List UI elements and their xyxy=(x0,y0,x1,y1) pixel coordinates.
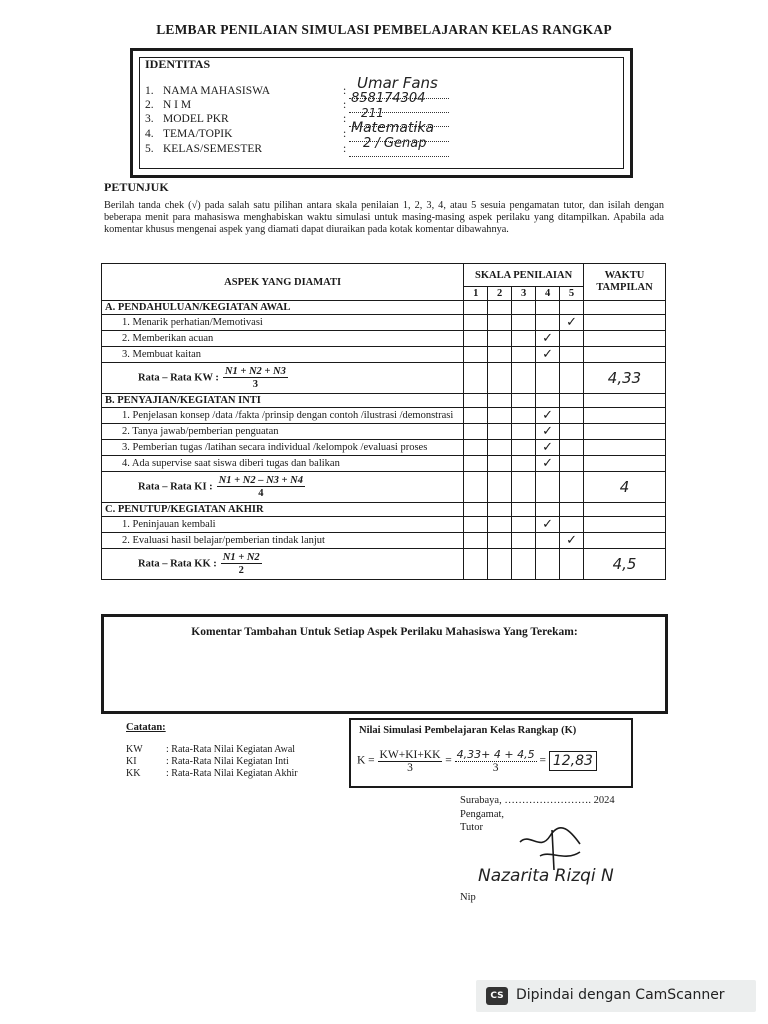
score-cell xyxy=(488,301,512,315)
camscanner-watermark xyxy=(476,980,756,1012)
nilai-numerator: KW+KI+KK xyxy=(379,748,441,761)
identitas-label: TEMA/TOPIK xyxy=(163,128,233,140)
section-label: C. PENUTUP/KEGIATAN AKHIR xyxy=(102,503,464,517)
waktu-cell xyxy=(584,440,666,456)
header-aspek: ASPEK YANG DIAMATI xyxy=(102,264,464,301)
formula-label: Rata – Rata KI : xyxy=(138,481,213,493)
catatan-item-ki xyxy=(126,756,289,767)
check-mark-icon: ✓ xyxy=(536,440,560,456)
identitas-colon: : xyxy=(343,99,347,111)
score-cell xyxy=(512,408,536,424)
catatan-desc: : Rata-Rata Nilai Kegiatan Inti xyxy=(166,756,289,767)
nip-label: Nip xyxy=(460,892,476,903)
score-cell xyxy=(512,301,536,315)
identitas-box xyxy=(130,48,633,178)
aspect-text: 2. Evaluasi hasil belajar/pemberian tindak lanjut xyxy=(102,533,464,549)
scale-4: 4 xyxy=(536,287,560,301)
formula-fraction xyxy=(221,552,262,576)
formula-row xyxy=(102,363,666,394)
waktu-value: 4 xyxy=(584,472,666,503)
nilai-title: Nilai Simulasi Pembelajaran Kelas Rangkap (K) xyxy=(359,725,577,736)
score-cell xyxy=(488,472,512,503)
identitas-label: KELAS/SEMESTER xyxy=(163,143,263,155)
identitas-colon: : xyxy=(343,85,347,97)
petunjuk-text: Berilah tanda chek (√) pada salah satu pilihan antara skala penilaian 1, 2, 3, 4, atau 5 sesuia pengamatan tutor, dan isilah dengan beberapa menit para mahasiswa menghabiskan waktu simulasi untuk masing-masing aspek perilaku yang ditampilkan. Apabila ada komentar khusus mengenai aspek yang diamati dapat diuraikan pada kotak komentar dibawahnya. xyxy=(104,200,664,236)
nilai-eq2: = xyxy=(539,754,546,767)
formula-cell xyxy=(102,472,464,503)
score-cell xyxy=(488,503,512,517)
nama-value: Umar Fans xyxy=(357,74,438,92)
catatan-heading: Catatan: xyxy=(126,722,166,733)
aspect-row xyxy=(102,347,666,363)
assessment-table xyxy=(101,263,666,580)
score-cell xyxy=(560,408,584,424)
formula-fraction xyxy=(223,366,288,390)
score-cell xyxy=(512,424,536,440)
score-cell xyxy=(488,408,512,424)
score-cell xyxy=(464,315,488,331)
score-cell xyxy=(536,472,560,503)
check-mark-icon: ✓ xyxy=(536,517,560,533)
aspect-row xyxy=(102,315,666,331)
score-cell xyxy=(464,424,488,440)
nim-value: 858174304 xyxy=(351,91,426,106)
identitas-colon: : xyxy=(343,113,347,125)
identitas-num: 2. xyxy=(145,99,154,111)
score-cell xyxy=(560,331,584,347)
identitas-num: 4. xyxy=(145,128,154,140)
score-cell xyxy=(464,440,488,456)
score-cell xyxy=(464,472,488,503)
formula-numerator: N1 + N2 + N3 xyxy=(224,366,286,377)
identitas-row-2 xyxy=(145,99,191,111)
kelas-value: 2 / Genap xyxy=(363,136,427,151)
identitas-row-1 xyxy=(145,85,270,97)
waktu-value: 4,5 xyxy=(584,549,666,580)
aspect-text: 3. Membuat kaitan xyxy=(102,347,464,363)
waktu-value: 4,33 xyxy=(584,363,666,394)
score-cell xyxy=(512,517,536,533)
score-cell xyxy=(488,533,512,549)
score-cell xyxy=(512,456,536,472)
identitas-num: 5. xyxy=(145,143,154,155)
formula-denominator: 3 xyxy=(252,379,258,390)
score-cell xyxy=(536,394,560,408)
aspect-text: 2. Memberikan acuan xyxy=(102,331,464,347)
score-cell xyxy=(560,301,584,315)
score-cell xyxy=(560,517,584,533)
tema-value: Matematika xyxy=(351,120,435,136)
score-cell xyxy=(560,456,584,472)
nilai-formula xyxy=(357,748,597,774)
identitas-label: NAMA MAHASISWA xyxy=(163,85,271,97)
scale-5: 5 xyxy=(560,287,584,301)
aspect-text: 1. Peninjauan kembali xyxy=(102,517,464,533)
score-cell xyxy=(464,549,488,580)
score-cell xyxy=(536,363,560,394)
nilai-eq: = xyxy=(445,754,452,767)
formula-row xyxy=(102,549,666,580)
formula-label: Rata – Rata KK : xyxy=(138,558,217,570)
model-value: 211 xyxy=(361,106,384,120)
formula-numerator: N1 + N2 xyxy=(222,552,260,563)
aspect-row xyxy=(102,331,666,347)
catatan-key: KK xyxy=(126,768,141,779)
role-pengamat: Pengamat, xyxy=(460,809,505,820)
score-cell xyxy=(464,301,488,315)
identitas-colon: : xyxy=(343,143,347,155)
score-cell xyxy=(488,363,512,394)
identitas-dotline xyxy=(349,156,449,157)
waktu-cell xyxy=(584,503,666,517)
waktu-cell xyxy=(584,347,666,363)
formula-cell xyxy=(102,549,464,580)
formula-row xyxy=(102,472,666,503)
score-cell xyxy=(536,533,560,549)
header-skala: SKALA PENILAIAN xyxy=(464,264,584,287)
section-row xyxy=(102,301,666,315)
score-cell xyxy=(536,301,560,315)
score-cell xyxy=(536,503,560,517)
identitas-label: MODEL PKR xyxy=(163,113,229,125)
petunjuk-heading: PETUNJUK xyxy=(104,180,169,194)
nilai-hand-fraction xyxy=(455,748,537,774)
aspect-text: 4. Ada supervise saat siswa diberi tugas dan balikan xyxy=(102,456,464,472)
score-cell xyxy=(512,503,536,517)
aspect-text: 3. Pemberian tugas /latihan secara individual /kelompok /evaluasi proses xyxy=(102,440,464,456)
nilai-hand-numerator: 4,33+ 4 + 4,5 xyxy=(456,748,535,761)
catatan-desc: : Rata-Rata Nilai Kegiatan Akhir xyxy=(166,768,298,779)
formula-numerator: N1 + N2 – N3 + N4 xyxy=(218,475,303,486)
aspect-row xyxy=(102,408,666,424)
score-cell xyxy=(512,347,536,363)
score-cell xyxy=(512,549,536,580)
score-cell xyxy=(488,394,512,408)
score-cell xyxy=(488,347,512,363)
camscanner-logo-icon: CS xyxy=(486,987,508,1005)
nilai-hand-denominator: 3 xyxy=(492,762,499,774)
check-mark-icon: ✓ xyxy=(536,347,560,363)
camscanner-text: Dipindai dengan CamScanner xyxy=(516,987,725,1003)
waktu-cell xyxy=(584,456,666,472)
waktu-cell xyxy=(584,331,666,347)
score-cell xyxy=(464,331,488,347)
check-mark-icon: ✓ xyxy=(560,315,584,331)
nilai-k-label: K = xyxy=(357,754,378,767)
formula-label: Rata – Rata KW : xyxy=(138,372,219,384)
score-cell xyxy=(464,363,488,394)
aspect-text: 2. Tanya jawab/pemberian penguatan xyxy=(102,424,464,440)
aspect-row xyxy=(102,517,666,533)
identitas-colon: : xyxy=(343,128,347,140)
catatan-desc: : Rata-Rata Nilai Kegiatan Awal xyxy=(166,744,296,755)
score-cell xyxy=(488,331,512,347)
nilai-box xyxy=(349,718,633,788)
check-mark-icon: ✓ xyxy=(536,408,560,424)
aspect-row xyxy=(102,456,666,472)
formula-denominator: 2 xyxy=(238,565,244,576)
aspect-row xyxy=(102,424,666,440)
score-cell xyxy=(512,472,536,503)
identitas-row-4 xyxy=(145,128,232,140)
identitas-heading: IDENTITAS xyxy=(145,57,211,71)
waktu-cell xyxy=(584,301,666,315)
check-mark-icon: ✓ xyxy=(536,331,560,347)
score-cell xyxy=(464,533,488,549)
score-cell xyxy=(512,315,536,331)
score-cell xyxy=(560,394,584,408)
check-mark-icon: ✓ xyxy=(536,456,560,472)
page-title: LEMBAR PENILAIAN SIMULASI PEMBELAJARAN KELAS RANGKAP xyxy=(156,22,612,37)
waktu-cell xyxy=(584,424,666,440)
catatan-key: KI xyxy=(126,756,137,767)
aspect-row xyxy=(102,440,666,456)
aspect-row xyxy=(102,533,666,549)
score-cell xyxy=(560,424,584,440)
score-cell xyxy=(560,440,584,456)
score-cell xyxy=(512,440,536,456)
score-cell xyxy=(488,549,512,580)
place-date: Surabaya, ……………………. 2024 xyxy=(460,795,615,806)
section-label: B. PENYAJIAN/KEGIATAN INTI xyxy=(102,394,464,408)
score-cell xyxy=(560,549,584,580)
score-cell xyxy=(512,363,536,394)
catatan-item-kk xyxy=(126,768,298,779)
identitas-label: N I M xyxy=(163,99,192,111)
waktu-cell xyxy=(584,533,666,549)
score-cell xyxy=(512,533,536,549)
role-tutor: Tutor xyxy=(460,822,483,833)
section-row xyxy=(102,503,666,517)
scale-1: 1 xyxy=(464,287,488,301)
score-cell xyxy=(560,363,584,394)
waktu-cell xyxy=(584,408,666,424)
check-mark-icon: ✓ xyxy=(560,533,584,549)
score-cell xyxy=(536,549,560,580)
score-cell xyxy=(560,503,584,517)
nilai-denominator: 3 xyxy=(407,761,413,774)
score-cell xyxy=(464,408,488,424)
section-label: A. PENDAHULUAN/KEGIATAN AWAL xyxy=(102,301,464,315)
catatan-item-kw xyxy=(126,744,295,755)
score-cell xyxy=(488,315,512,331)
check-mark-icon: ✓ xyxy=(536,424,560,440)
score-cell xyxy=(560,347,584,363)
komentar-title: Komentar Tambahan Untuk Setiap Aspek Perilaku Mahasiswa Yang Terekam: xyxy=(191,626,578,638)
aspect-text: 1. Penjelasan konsep /data /fakta /prinsip dengan contoh /ilustrasi /demonstrasi xyxy=(102,408,464,424)
identitas-row-5 xyxy=(145,143,262,155)
score-cell xyxy=(464,347,488,363)
formula-cell xyxy=(102,363,464,394)
formula-denominator: 4 xyxy=(258,488,264,499)
nilai-result: 12,83 xyxy=(549,751,597,771)
score-cell xyxy=(488,517,512,533)
formula-fraction xyxy=(217,475,305,499)
score-cell xyxy=(512,394,536,408)
aspect-text: 1. Menarik perhatian/Memotivasi xyxy=(102,315,464,331)
score-cell xyxy=(488,440,512,456)
section-row xyxy=(102,394,666,408)
score-cell xyxy=(560,472,584,503)
scale-3: 3 xyxy=(512,287,536,301)
catatan-key: KW xyxy=(126,744,143,755)
waktu-cell xyxy=(584,315,666,331)
score-cell xyxy=(464,456,488,472)
waktu-cell xyxy=(584,394,666,408)
komentar-box xyxy=(101,614,668,714)
header-waktu: WAKTU TAMPILAN xyxy=(584,264,666,301)
score-cell xyxy=(488,424,512,440)
score-cell xyxy=(464,517,488,533)
score-cell xyxy=(536,315,560,331)
identitas-num: 1. xyxy=(145,85,154,97)
signer-name: Nazarita Rizqi N xyxy=(478,866,614,886)
score-cell xyxy=(488,456,512,472)
identitas-num: 3. xyxy=(145,113,154,125)
nilai-fraction xyxy=(378,749,443,774)
score-cell xyxy=(464,394,488,408)
score-cell xyxy=(512,331,536,347)
waktu-cell xyxy=(584,517,666,533)
scale-2: 2 xyxy=(488,287,512,301)
identitas-row-3 xyxy=(145,113,229,125)
score-cell xyxy=(464,503,488,517)
